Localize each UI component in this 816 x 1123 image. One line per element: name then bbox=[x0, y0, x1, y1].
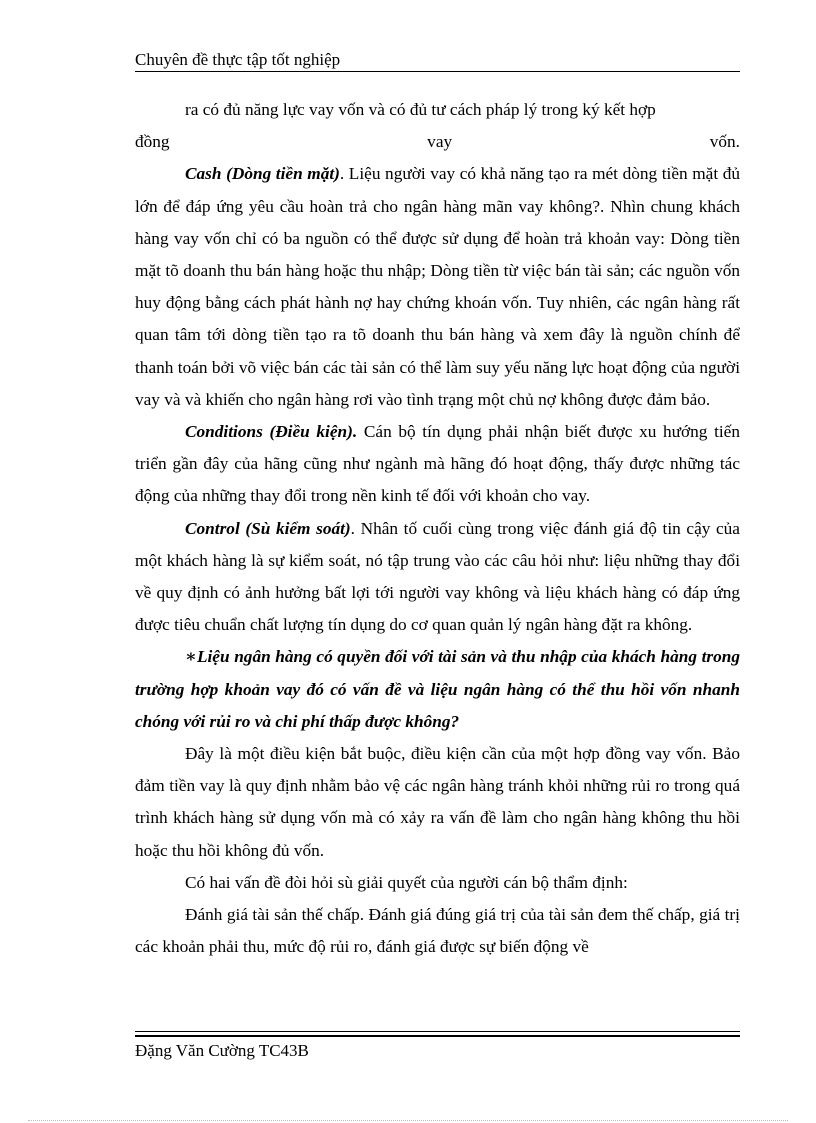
document-body bbox=[135, 94, 740, 963]
conditions-term: Conditions (Điều kiện). bbox=[185, 422, 358, 442]
footer-rule-thin bbox=[135, 1031, 740, 1032]
control-term: Control (Sù kiểm soát) bbox=[185, 518, 351, 538]
conditions-text: Cán bộ tín dụng phải nhận biết được xu hướng tiến triển gần đây của hãng cũng như ngành mà hãng đó hoạt động, thấy được những tác động của những thay đổi trong nền kinh tế đối với khoản cho vay. bbox=[135, 422, 740, 506]
capacity-line-text: ra có đủ năng lực vay vốn và có đủ tư cách pháp lý trong ký kết hợp bbox=[185, 100, 656, 119]
capacity-word-capital: vốn. bbox=[709, 132, 740, 152]
paragraph-question bbox=[135, 641, 740, 738]
cash-term: Cash (Dòng tiền mặt) bbox=[185, 164, 340, 184]
paragraph-two-issues: Có hai vấn đề đòi hỏi sù giải quyết của người cán bộ thẩm định: bbox=[185, 872, 628, 892]
cash-text: . Liệu người vay có khả năng tạo ra mét dòng tiền mặt đủ lớn để đáp ứng yêu cầu hoàn trả cho ngân hàng mãn vay không?. Nhìn chung khách hàng vay vốn chỉ có ba nguồn có thể được sử dụng để hoàn trả khoản vay: Dòng tiền mặt tõ doanh thu bán hàng hoặc thu nhập; Dòng tiền từ việc bán tài sản; các nguồn vốn huy động bằng cách phát hành nợ hay chứng khoán vốn. Tuy nhiên, các ngân hàng rất quan tâm tới dòng tiền tạo ra tõ doanh thu bán hàng và xem đây là nguồn chính để thanh toán bởi võ việc bán các tài sản có thể làm suy yếu năng lực hoạt động của người vay và và khiến cho ngân hàng rơi vào tình trạng một chủ nợ không được đảm bảo. bbox=[135, 164, 740, 409]
capacity-spread-line bbox=[135, 126, 740, 158]
page-edge-divider bbox=[28, 1120, 788, 1121]
capacity-word-loan: vay bbox=[427, 132, 453, 152]
footer-rule-thick bbox=[135, 1035, 740, 1037]
page-header: Chuyên đề thực tập tốt nghiệp bbox=[135, 50, 341, 69]
asterisk-icon: ∗ bbox=[185, 647, 197, 667]
paragraph-guarantee: Đây là một điều kiện bắt buộc, điều kiện cần của một hợp đồng vay vốn. Bảo đảm tiền vay là quy định nhằm bảo vệ các ngân hàng tránh khỏi những rủi ro trong quá trình khách hàng sử dụng vốn mà có xảy ra vấn đề làm cho ngân hàng không thu hồi hoặc thu hồi không đủ vốn. bbox=[135, 744, 740, 860]
paragraph-control bbox=[135, 513, 740, 642]
header-rule bbox=[135, 71, 740, 72]
paragraph-assess-collateral: Đánh giá tài sản thế chấp. Đánh giá đúng giá trị của tài sản đem thế chấp, giá trị các khoản phải thu, mức độ rủi ro, đánh giá được sự biến động về bbox=[135, 905, 740, 957]
control-text: . Nhân tố cuối cùng trong việc đánh giá độ tin cậy của một khách hàng là sự kiểm soát, nó tập trung vào các câu hỏi như: liệu những thay đổi về quy định có ảnh hưởng bất lợi tới người vay không và liệu khách hàng có đáp ứng được tiêu chuẩn chất lượng tín dụng do cơ quan quản lý ngân hàng đặt ra không. bbox=[135, 518, 740, 635]
paragraph-conditions bbox=[135, 416, 740, 513]
page-footer: Đặng Văn Cường TC43B bbox=[135, 1041, 309, 1060]
question-text: Liệu ngân hàng có quyền đối với tài sản và thu nhập của khách hàng trong trường hợp khoản vay đó có vấn đề và liệu ngân hàng có thể thu hồi vốn nhanh chóng với rủi ro và chi phí thấp được không? bbox=[135, 647, 740, 731]
capacity-word-contract: đồng bbox=[135, 132, 170, 152]
paragraph-capacity-continued bbox=[135, 94, 740, 126]
paragraph-cash bbox=[135, 158, 740, 416]
